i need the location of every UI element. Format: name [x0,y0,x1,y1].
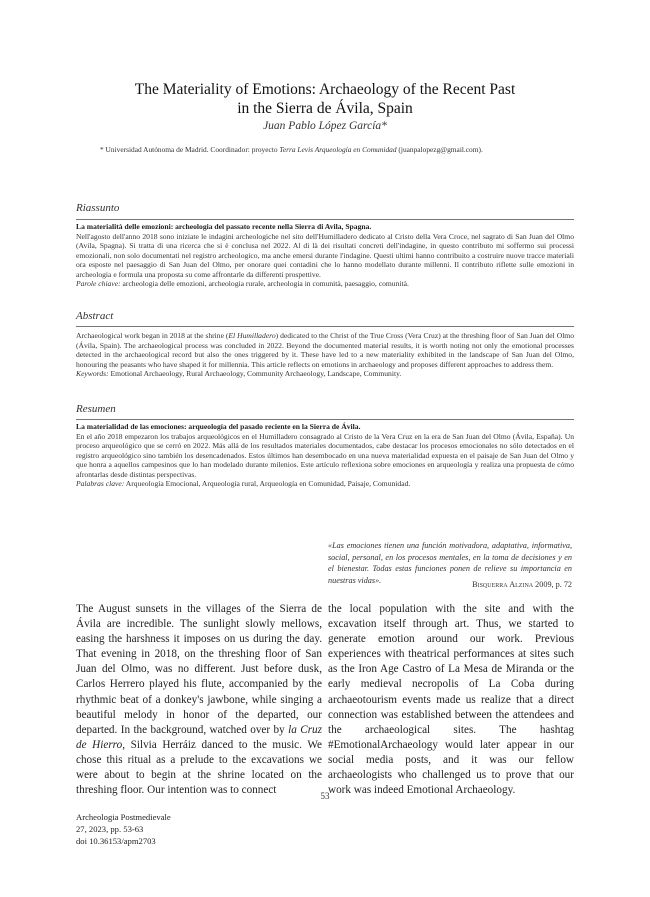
epigraph-source-author: Bisquerra Alzina [472,580,534,589]
journal-name: Archeologia Postmedievale [76,812,171,822]
body-left-text-a: The August sunsets in the villages of the Sierra de Ávila are incredible. The sunlight slowly mellows, easing the harshness it imposes on us during the day. That evening in 2018, on the threshing floor of San Juan del Olmo, was no different. Just before dusk, Carlos Herrero played his flute, accompanied by the rhythmic beat of a donkey's jawbone, while singing a beautiful melody in honor of the departed, our departed. In the background, watched over by [76,603,322,736]
riassunto-heading: Riassunto [76,202,120,214]
title-line-2: in the Sierra de Ávila, Spain [237,100,413,117]
affiliation-email: (juanpalopezg@gmail.com). [396,145,483,154]
body-left-text-b: , Silvia Herráiz danced to the music. We chose this ritual as a prelude to the excavations we were about to begin at the shrine located on the threshing floor. Our intention was to connect [76,738,322,797]
abstract-rule [76,326,574,327]
abstract-block [76,331,574,379]
abstract-text-italic: El Humilladero [228,331,276,340]
resumen-heading: Resumen [76,403,116,415]
body-column-right: the local population with the site and with the excavation itself through art. Thus, we started to generate emotion around our work. Previous experiences with theatrical performances at sites such as the Iron Age Castro of La Mesa de Miranda or the early medieval necropolis of La Coba during archaeotourism events made us realize that a direct connection was established between the attendees and the archaeological sites. The hashtag #EmotionalArchaeology would later appear in our social media posts, and it was our fellow archaeologists who challenged us to prove that our work was indeed Emotional Archaeology. [328,603,574,797]
riassunto-title: La materialità delle emozioni: archeologia del passato recente nella Sierra di Avila, Spagna. [76,222,372,231]
resumen-keywords-list: Arqueología Emocional, Arqueología rural, Arqueología en Comunidad, Paisaje, Comunidad. [124,479,411,488]
riassunto-keywords-list: archeologia delle emozioni, archeologia rurale, archeologia in comunità, paesaggio, comunità. [120,279,409,288]
journal-doi: doi 10.36153/apm2703 [76,836,156,846]
riassunto-keywords-label: Parole chiave: [76,279,121,288]
abstract-text [76,331,574,369]
author-affiliation [100,145,560,154]
riassunto-block [76,222,574,289]
affiliation-project: Terra Levis Arqueología en Comunidad [279,145,397,154]
body-left-italic: la Cruz de Hierro [76,723,323,751]
epigraph-quote: «Las emociones tienen una función motivadora, adaptativa, informativa, social, personal, en los procesos mentales, en la toma de decisiones y en el bienestar. Todas estas funciones ponen de relieve su importancia en nuestras vidas». [328,541,572,585]
abstract-keywords-list: Emotional Archaeology, Rural Archaeology, Community Archaeology, Landscape, Community. [108,369,402,378]
article-title [60,80,590,118]
abstract-keywords-label: Keywords: [76,369,109,378]
abstract-keywords [76,369,574,379]
resumen-title: La materialidad de las emociones: arqueología del pasado reciente en la Sierra de Ávila. [76,422,361,431]
affiliation-prefix: * Universidad Autónoma de Madrid. Coordinador: proyecto [100,145,280,154]
author-name: Juan Pablo López García* [263,120,387,132]
body-column-left [76,602,322,798]
resumen-keywords [76,479,574,489]
epigraph-source [328,580,572,589]
abstract-text-b: ) dedicated to the Christ of the True Cross (Vera Cruz) at the threshing floor of San Juan del Olmo (Ávila, Spain). The archaeological process was concluded in 2022. Beyond the documented material results, it is worth noting not only the emotional processes detected in the archaeological record but also the ones triggered by it. These have led to a new materiality exhibited in the landscape of San Juan del Olmo, honouring the peasants who have shaped it for millennia. This article reflects on emotions in archaeology and proposes different approaches to address them. [76,331,575,369]
title-line-1: The Materiality of Emotions: Archaeology of the Recent Past [134,81,516,98]
page-number: 53 [320,791,330,801]
abstract-text-a: Archaeological work began in 2018 at the shrine ( [76,331,229,340]
resumen-keywords-label: Palabras clave: [76,479,125,488]
journal-info [76,811,171,847]
journal-issue: 27, 2023, pp. 53-63 [76,824,144,834]
resumen-block [76,422,574,489]
resumen-rule [76,419,574,420]
riassunto-rule [76,219,574,220]
riassunto-text: Nell'agosto dell'anno 2018 sono iniziate le indagini archeologiche nel sito dell'Humilladero dedicato al Cristo della Vera Croce, nel sagrato di San Juan del Olmo (Avila, Spagna). Si tratta di una ricerca che si è conclusa nel 2022. Al di là dei risultati concreti dell'indagine, in questo contributo mi soffermo sui processi emozionali, non solo documentati nel registro archeologico, ma anche emersi durante l'indagine. Questi ultimi hanno contribuito a costruire nuove tracce materiali ora esposte nel paesaggio di San Juan del Olmo, per onorare quei contadini che lo hanno modellato durante millenni. Il contributo riflette sulle emozioni in archeologia e formula una proposta su come affrontarle da differenti prospettive. [76,231,574,279]
riassunto-keywords [76,279,574,289]
abstract-heading: Abstract [76,310,114,322]
resumen-text: En el año 2018 empezaron los trabajos arqueológicos en el Humilladero consagrado al Cristo de la Vera Cruz en la era de San Juan del Olmo (Ávila, España). Un proceso arqueológico que se cerró en 2022. Más allá de los resultados materiales documentados, cabe destacar los procesos emocionales no sólo detectados en el registro arqueológico sino también los desencadenados. Estos últimos han desembocado en una nueva materialidad expuesta en el paisaje de San Juan del Olmo y que honra a aquellos campesinos que lo han modelado durante milenios. Este artículo reflexiona sobre emociones en arqueología y realiza una propuesta de cómo afrontarlas desde distintas perspectivas. [76,431,574,479]
epigraph-source-ref: 2009, p. 72 [533,580,572,589]
